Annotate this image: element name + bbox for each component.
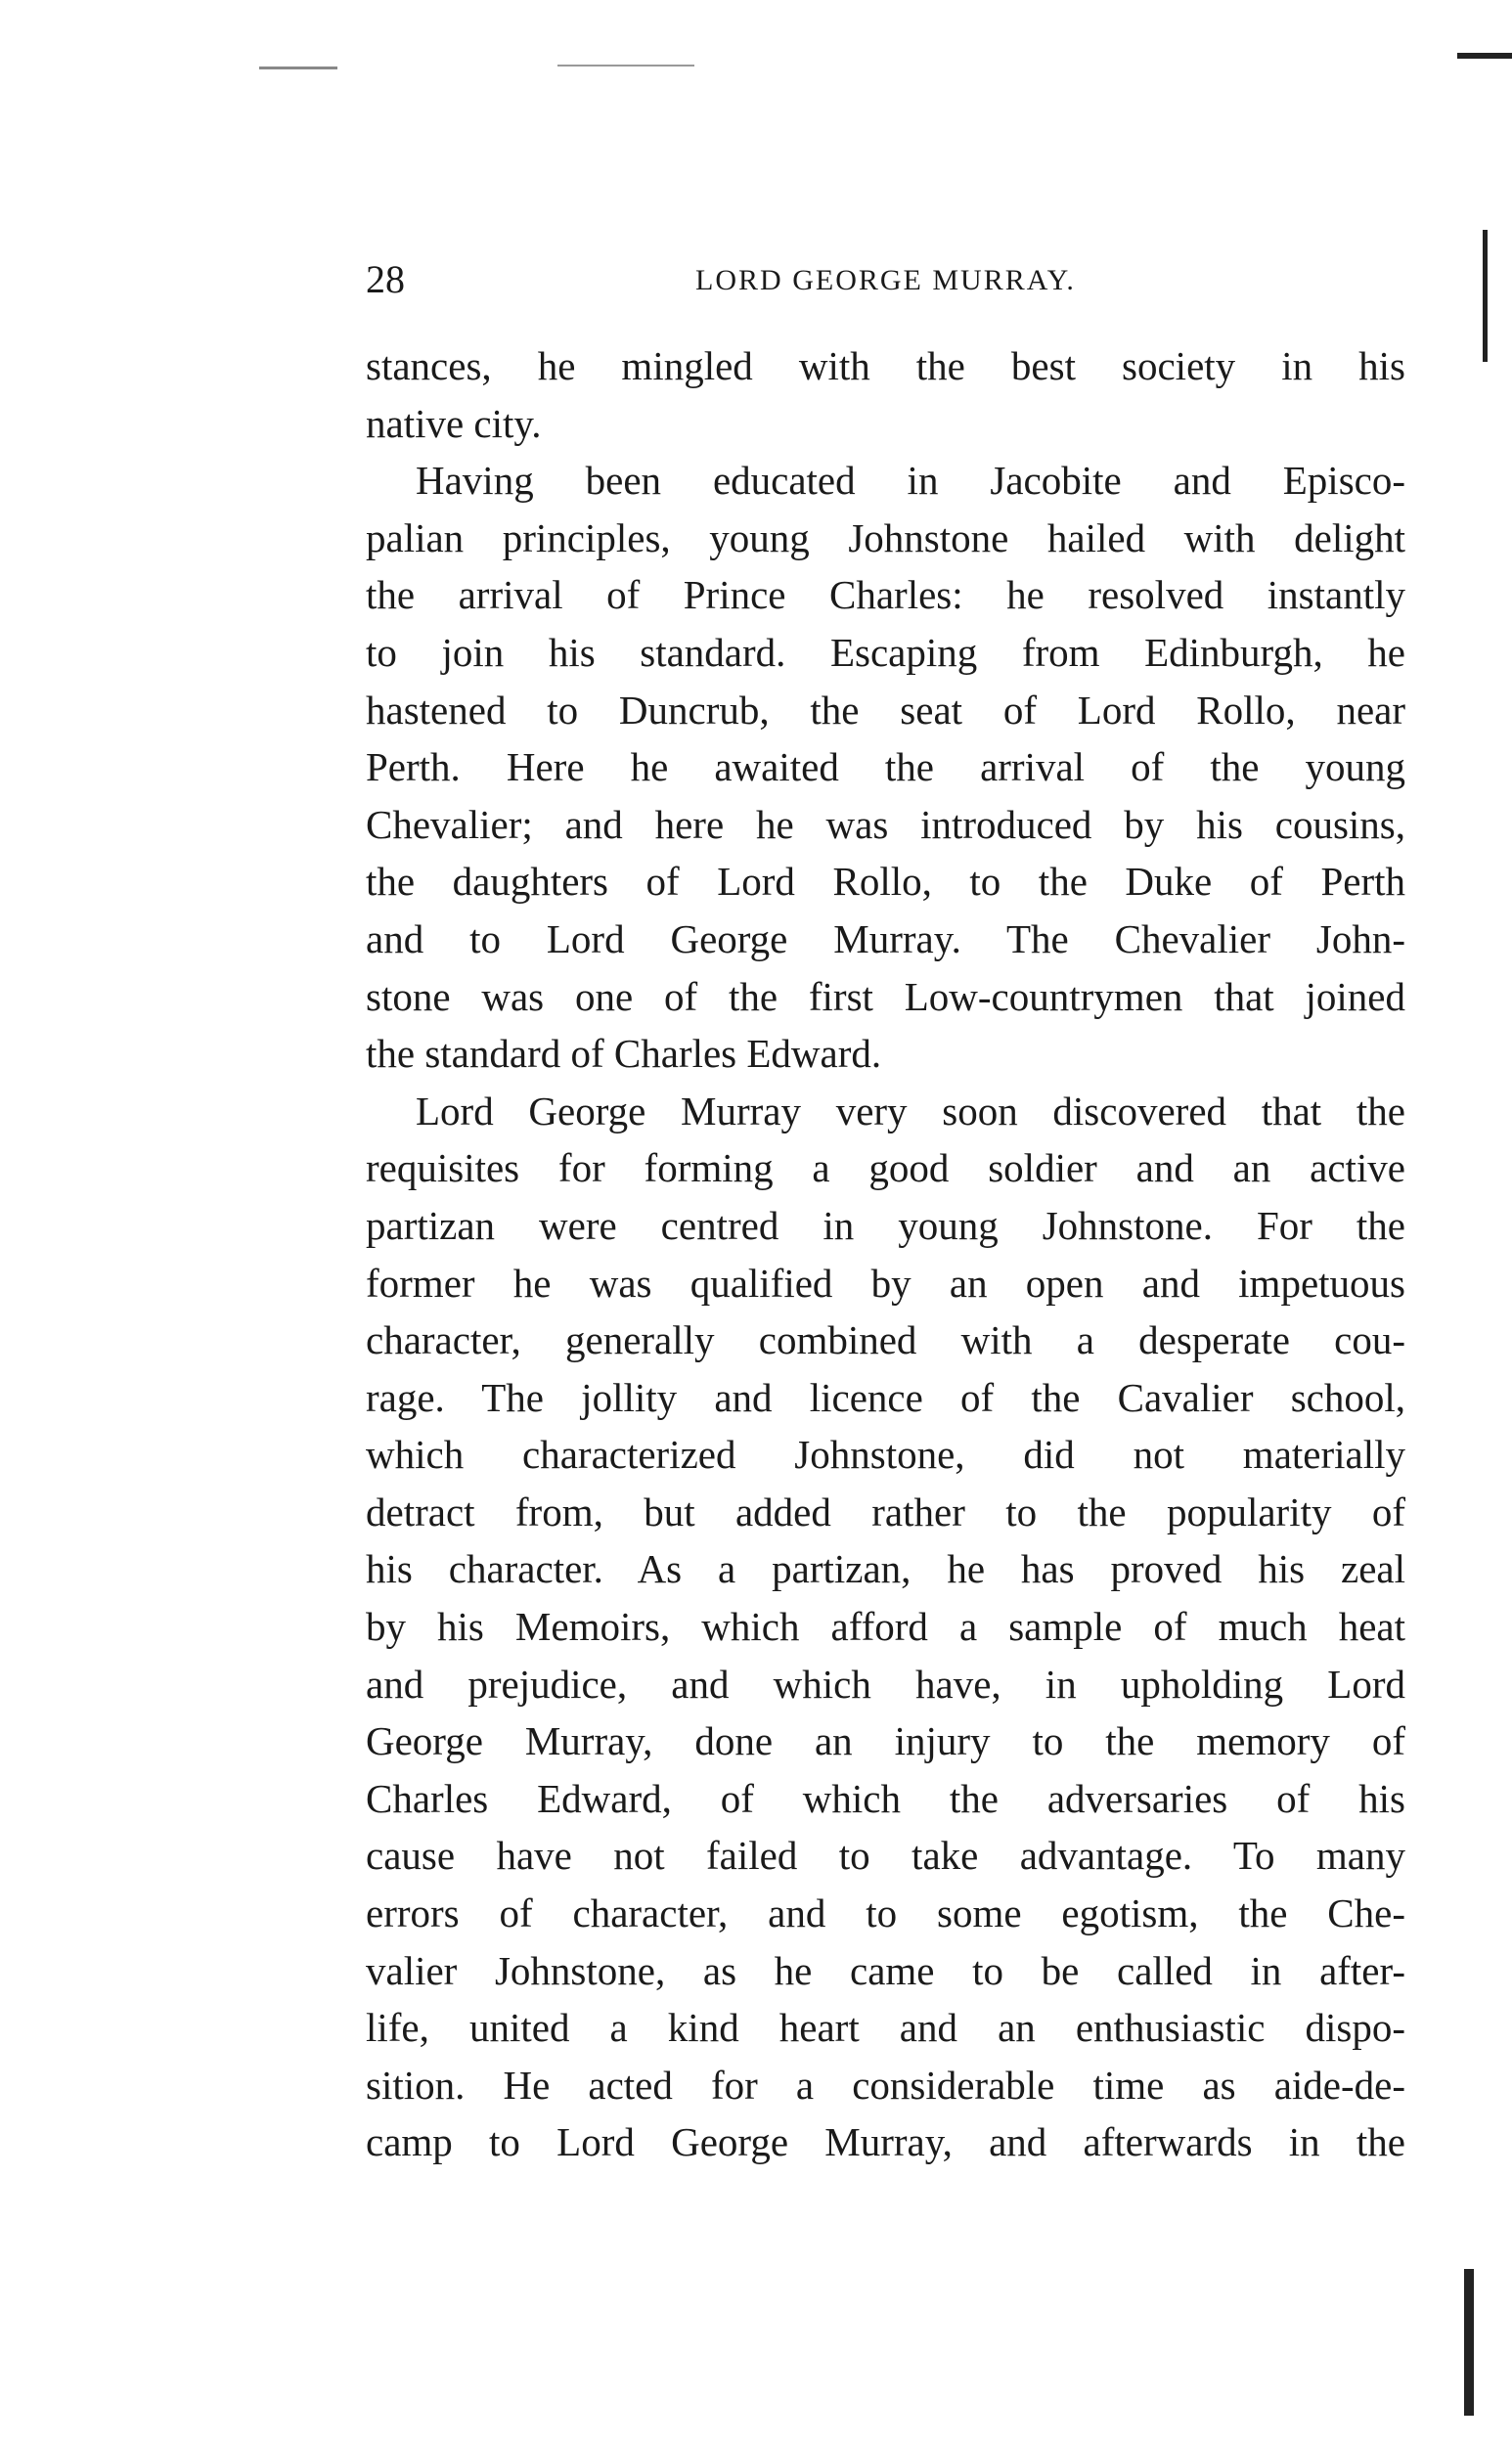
text-line: sition. He acted for a considerable time as aide-de- <box>366 2062 1405 2108</box>
text-line: rage. The jollity and licence of the Cavalier school, <box>366 1374 1405 1420</box>
text-line: native city. <box>366 400 542 446</box>
page-body-text <box>366 337 1405 2171</box>
text-line: Charles Edward, of which the adversaries of his <box>366 1775 1405 1821</box>
text-line: Lord George Murray very soon discovered that the <box>416 1088 1405 1134</box>
page-number: 28 <box>366 257 405 301</box>
text-line: cause have not failed to take advantage. To many <box>366 1833 1405 1879</box>
text-line: stone was one of the first Low-countrymen that joined <box>366 973 1405 1019</box>
text-line: and to Lord George Murray. The Chevalier John- <box>366 915 1405 961</box>
running-header <box>366 256 1405 311</box>
text-line: his character. As a partizan, he has proved his zeal <box>366 1546 1405 1592</box>
text-line: which characterized Johnstone, did not materially <box>366 1432 1405 1478</box>
text-line: character, generally combined with a desperate cou- <box>366 1317 1405 1363</box>
scan-mark <box>1464 2269 1474 2416</box>
scan-mark <box>259 67 337 69</box>
text-line: the daughters of Lord Rollo, to the Duke of Perth <box>366 859 1405 905</box>
text-line: hastened to Duncrub, the seat of Lord Rollo, near <box>366 687 1405 733</box>
text-line: palian principles, young Johnstone hailed with delight <box>366 514 1405 560</box>
text-line: George Murray, done an injury to the memory of <box>366 1718 1405 1764</box>
text-line: the standard of Charles Edward. <box>366 1031 882 1077</box>
text-line: the arrival of Prince Charles: he resolved instantly <box>366 572 1405 618</box>
text-line: and prejudice, and which have, in upholding Lord <box>366 1661 1405 1707</box>
text-line: partizan were centred in young Johnstone. For the <box>366 1202 1405 1248</box>
scan-mark <box>557 65 694 67</box>
text-line: errors of character, and to some egotism, the Che- <box>366 1890 1405 1936</box>
running-title: LORD GEORGE MURRAY. <box>695 264 1076 296</box>
text-line: camp to Lord George Murray, and afterwards in the <box>366 2119 1405 2165</box>
text-line: life, united a kind heart and an enthusiastic dispo- <box>366 2005 1405 2051</box>
text-line: requisites for forming a good soldier and an active <box>366 1145 1405 1191</box>
text-line: Perth. Here he awaited the arrival of the young <box>366 744 1405 790</box>
text-line: Chevalier; and here he was introduced by his cousins, <box>366 801 1405 847</box>
scan-mark <box>1457 53 1512 59</box>
text-line: to join his standard. Escaping from Edinburgh, he <box>366 629 1405 675</box>
text-line: detract from, but added rather to the popularity of <box>366 1489 1405 1534</box>
text-line: Having been educated in Jacobite and Episco- <box>416 458 1405 504</box>
scan-mark <box>1483 230 1488 362</box>
text-line: valier Johnstone, as he came to be called in after- <box>366 1947 1405 1993</box>
text-line: former he was qualified by an open and impetuous <box>366 1260 1405 1306</box>
text-line: stances, he mingled with the best society in his <box>366 343 1405 388</box>
text-line: by his Memoirs, which afford a sample of much heat <box>366 1604 1405 1650</box>
